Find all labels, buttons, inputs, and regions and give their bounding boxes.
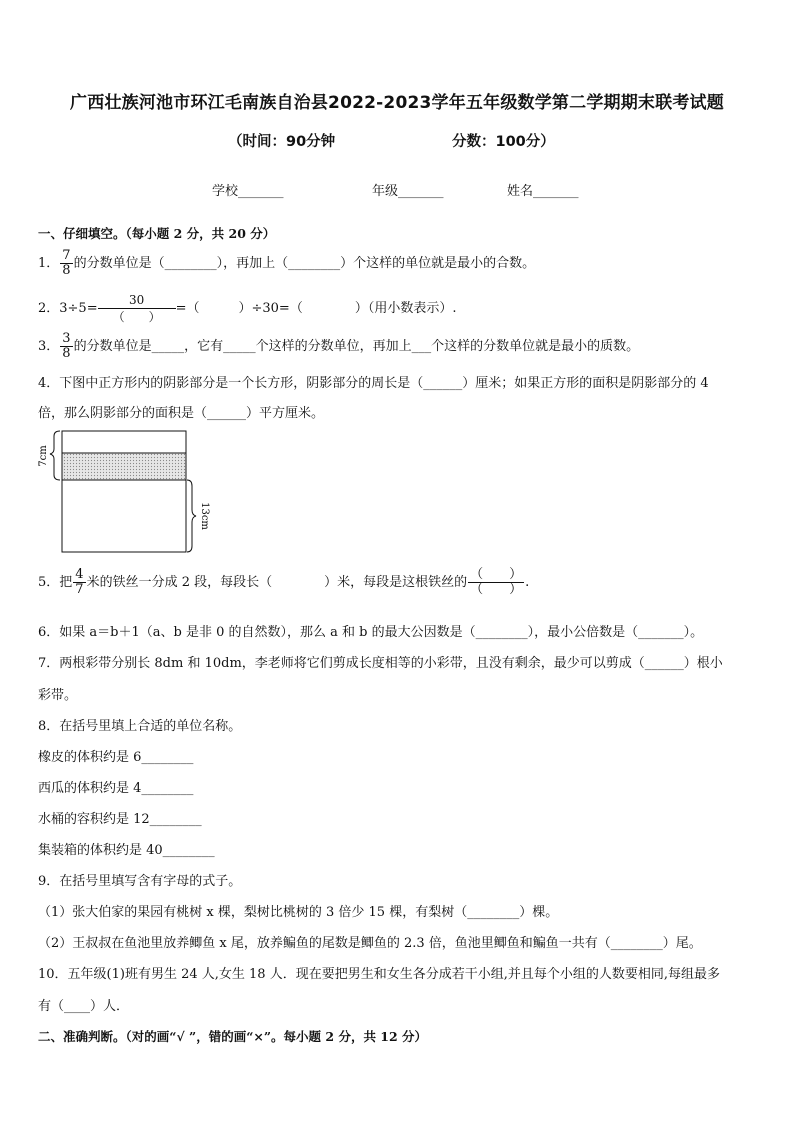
- label-13cm: 13cm: [199, 502, 210, 530]
- question-5: [38, 568, 529, 597]
- question-2: [38, 292, 456, 325]
- grade-blank[interactable]: _______: [398, 184, 444, 199]
- q2-post: =（ ）÷30=（ ）（用小数表示）.: [175, 301, 457, 316]
- question-8-stem: 8．在括号里填上合适的单位名称。: [38, 719, 242, 734]
- grade-label: 年级: [372, 184, 399, 199]
- grade-field[interactable]: [372, 180, 444, 199]
- question-7-line2: 彩带。: [38, 688, 78, 703]
- school-field[interactable]: [212, 180, 284, 199]
- exam-title: 广西壮族河池市环江毛南族自治县2022-2023学年五年级数学第二学期期末联考试题: [70, 93, 724, 113]
- exam-score: 分数：100分）: [452, 134, 555, 150]
- q5-pre: 5．把: [38, 575, 73, 590]
- q5-answer-num[interactable]: （ ）: [470, 567, 523, 582]
- q3-text: 的分数单位是_____，它有_____个这样的分数单位，再加上___个这样的分数单位就是最小的质数。: [73, 339, 640, 354]
- question-9-stem: 9．在括号里填写含有字母的式子。: [38, 874, 242, 889]
- question-4-line2: 倍，那么阴影部分的面积是（______）平方厘米。: [38, 406, 325, 421]
- section1-heading: 一、仔细填空。（每小题 2 分，共 20 分）: [38, 226, 276, 241]
- name-label: 姓名: [507, 184, 534, 199]
- q3-frac-num: 3: [62, 331, 71, 346]
- exam-time: （时间：90分钟: [228, 134, 336, 150]
- q1-frac-num: 7: [62, 248, 71, 263]
- q3-fraction: [60, 332, 72, 361]
- school-blank[interactable]: _______: [238, 184, 284, 199]
- question-3: [38, 332, 639, 361]
- q5-answer-den[interactable]: （ ）: [470, 582, 523, 597]
- school-label: 学校: [212, 184, 239, 199]
- q5-post: .: [525, 575, 530, 590]
- right-brace: [187, 480, 196, 552]
- q1-fraction: [60, 249, 72, 278]
- question-10-line2: 有（____）人．: [38, 999, 130, 1014]
- q5-mid: 米的铁丝一分成 2 段，每段长（ ）米，每段是这根铁丝的: [86, 575, 468, 590]
- q8-item-2: 西瓜的体积约是 4________: [38, 781, 194, 796]
- q5-answer-fraction: [468, 568, 524, 597]
- q2-frac-den: （ ）: [112, 310, 161, 324]
- q2-pre: 2．3÷5=: [38, 301, 98, 316]
- q3-frac-den: 8: [62, 346, 71, 361]
- section2-heading: 二、准确判断。（对的画“√ ”，错的画“×”。每小题 2 分，共 12 分）: [38, 1029, 428, 1044]
- q2-fraction: [98, 292, 176, 325]
- name-blank[interactable]: _______: [533, 184, 579, 199]
- question-6: 6．如果 a＝b＋1（a、b 是非 0 的自然数），那么 a 和 b 的最大公因数是（________），最小公倍数是（_______）。: [38, 625, 704, 640]
- q1-text: 的分数单位是（________），再加上（________）个这样的单位就是最小的合数。: [73, 256, 536, 271]
- q1-frac-den: 8: [62, 263, 71, 278]
- shaded-rectangle: [62, 453, 186, 480]
- question-7-line1: 7．两根彩带分别长 8dm 和 10dm，李老师将它们剪成长度相等的小彩带，且没有剩余，最少可以剪成（______）根小: [38, 656, 723, 671]
- q4-square-figure: [36, 426, 210, 558]
- q5-frac-num: 4: [75, 567, 84, 582]
- q9-part-2: （2）王叔叔在鱼池里放养鲫鱼 x 尾，放养鳊鱼的尾数是鲫鱼的 2.3 倍，鱼池里鲫鱼和鳊鱼一共有（________）尾。: [38, 936, 702, 951]
- q5-frac-den: 7: [75, 582, 84, 597]
- q1-number: 1．: [38, 256, 60, 271]
- left-brace: [50, 431, 60, 480]
- q5-fraction: [73, 568, 85, 597]
- q8-item-1: 橡皮的体积约是 6________: [38, 750, 194, 765]
- label-7cm: 7cm: [38, 445, 49, 467]
- question-1: [38, 249, 535, 278]
- q9-part-1: （1）张大伯家的果园有桃树 x 棵，梨树比桃树的 3 倍少 15 棵，有梨树（________）棵。: [38, 905, 559, 920]
- q3-number: 3．: [38, 339, 60, 354]
- q2-frac-num: 30: [98, 292, 176, 309]
- question-10-line1: 10．五年级(1)班有男生 24 人,女生 18 人．现在要把男生和女生各分成若干小组,并且每个小组的人数要相同,每组最多: [38, 967, 720, 982]
- name-field[interactable]: [507, 180, 579, 199]
- question-4-line1: 4．下图中正方形内的阴影部分是一个长方形，阴影部分的周长是（______）厘米；如果正方形的面积是阴影部分的 4: [38, 376, 709, 391]
- q8-item-4: 集装箱的体积约是 40________: [38, 843, 215, 858]
- square-outline: [62, 431, 186, 552]
- q8-item-3: 水桶的容积约是 12________: [38, 812, 202, 827]
